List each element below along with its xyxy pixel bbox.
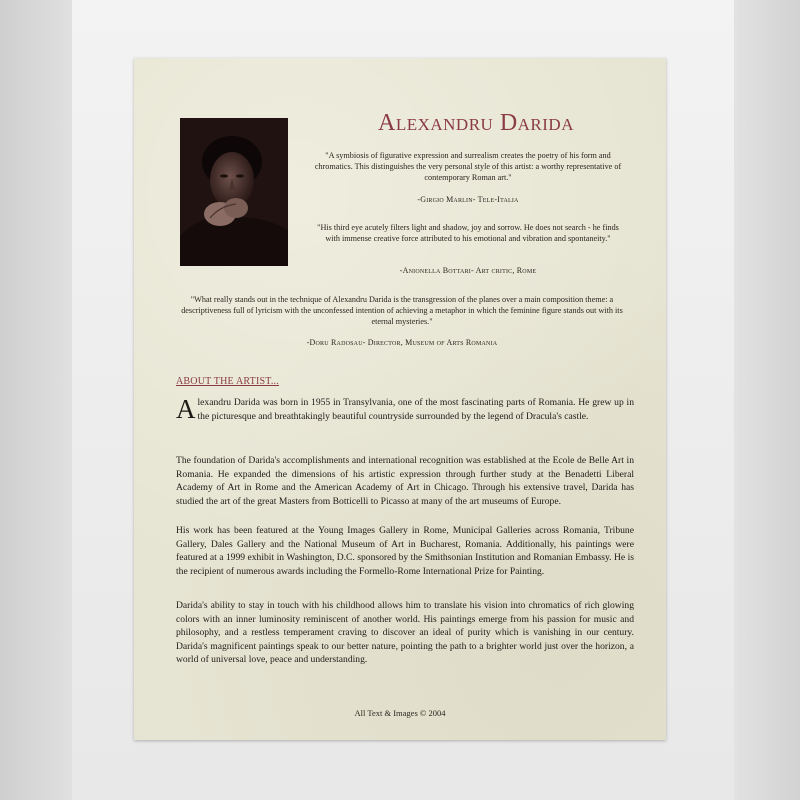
backdrop-left: [0, 0, 72, 800]
about-artist-heading: ABOUT THE ARTIST...: [176, 376, 279, 387]
about-paragraph-3: His work has been featured at the Young Images Gallery in Rome, Municipal Galleries across Romania, Tribune Gallery, Dales Gallery and the National Museum of Art in Bucharest, Romania. Additionally, his paintings were featured at a 1999 exhibit in Washington, D.C. sponsored by the Smithsonian Institution and Romanian Embassy. He is the recipient of numerous awards including the Formello-Rome International Prize for Painting.: [176, 525, 634, 577]
backdrop-right: [734, 0, 800, 800]
about-paragraph-1: [176, 396, 634, 423]
document-sheet: [134, 58, 666, 740]
quote-3-text: "What really stands out in the technique of Alexandru Darida is the transgression of the planes over a main composition theme: a descriptiveness full of lyricism with the unconfessed intention of achieving a metaphor in which the feminine figure stands out with its eternal mysteries.": [181, 295, 623, 326]
quote-2-attribution: -Anionella Bottari- Art critic, Rome: [399, 266, 537, 275]
quote-1-attribution: -Girgio Marlin- Tele-Italia: [417, 195, 519, 204]
about-paragraph-2: The foundation of Darida's accomplishments and international recognition was established at the Ecole de Belle Art in Romania. He expanded the dimensions of his artistic expression through further study at the Benadetti Liberal Academy of Art in Rome and the American Academy of Art in Chicago. Through his extensive travel, Darida has studied the art of the great Masters from Botticelli to Picasso at many of the art museums of Europe.: [176, 455, 634, 507]
artist-portrait-photo: [180, 118, 288, 266]
quote-3-attribution: -Doru Radosau- Director, Museum of Arts Romania: [306, 338, 498, 347]
quote-1-text: "A symbiosis of figurative expression and surrealism creates the poetry of his form and chromatics. This distinguishes the very personal style of this artist: a worthy representative of contemporary Roman art.": [314, 151, 622, 182]
about-paragraph-1-text: lexandru Darida was born in 1955 in Transylvania, one of the most fascinating parts of Romania. He grew up in the picturesque and breathtakingly beautiful countryside surrounded by the legend of Dracula's castle.: [197, 397, 634, 422]
copyright-footer: All Text & Images © 2004: [354, 708, 446, 718]
artist-name-title: Alexandru Darida: [378, 110, 574, 136]
about-paragraph-4: Darida's ability to stay in touch with his childhood allows him to translate his vision into chromatics of rich glowing colors with an inner luminosity reminiscent of another world. His paintings emerge from his passion for music and philosophy, and a restless temperament craving to discover an ideal of purity which is vanishing in our century. Darida's magnificent paintings speak to our better nature, pointing the path to a brighter world just over the horizon, a world of universal love, peace and understanding.: [176, 600, 634, 666]
portrait-image: [180, 118, 288, 266]
drop-cap-letter: A: [176, 394, 196, 424]
quote-2-text: "His third eye acutely filters light and shadow, joy and sorrow. He does not search - he finds with immense creative force attributed to his emotional and vibration and spontaneity.": [317, 223, 619, 243]
